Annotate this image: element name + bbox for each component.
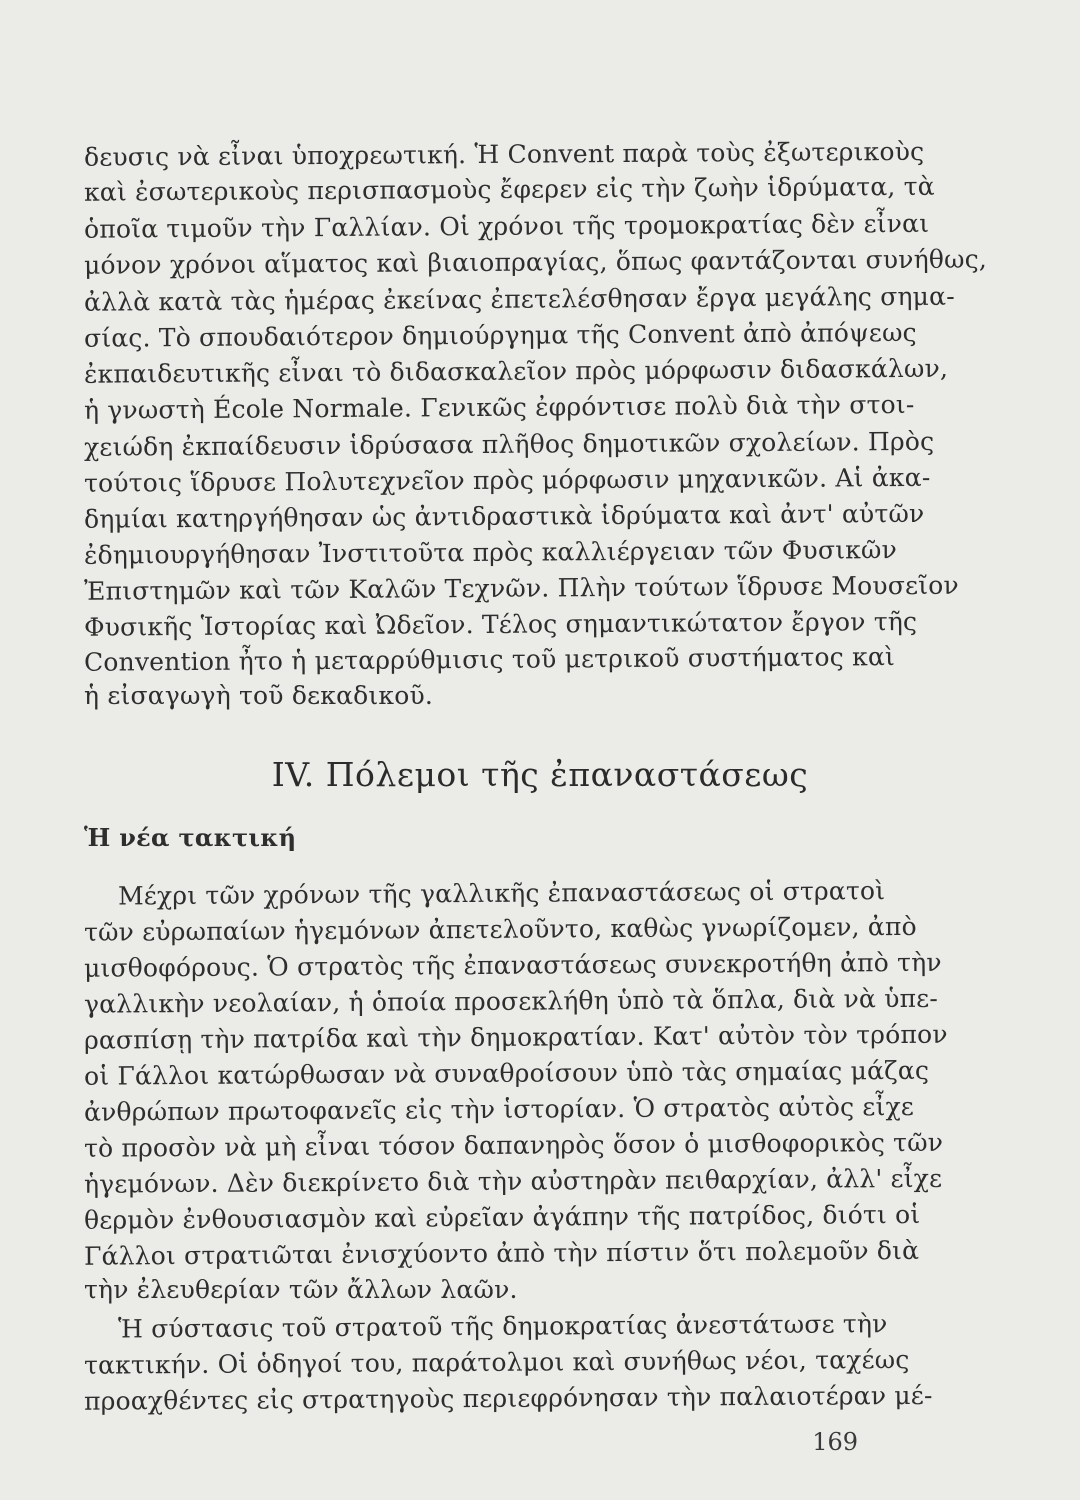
text-line: Φυσικῆς Ἱστορίας καὶ Ὠδεῖον. Τέλος σημαντικώτατον ἔργον τῆς <box>83 606 918 642</box>
text-line: ὁποῖα τιμοῦν τὴν Γαλλίαν. Οἱ χρόνοι τῆς τρομοκρατίας δὲν εἶναι <box>83 208 930 244</box>
text-line: ρασπίσῃ τὴν πατρίδα καὶ τὴν δημοκρατίαν. Κατ' αὐτὸν τὸν τρόπον <box>83 1019 948 1055</box>
text-line: ἡ εἰσαγωγὴ τοῦ δεκαδικοῦ. <box>84 681 434 710</box>
text-line: θερμὸν ἐνθουσιασμὸν καὶ εὐρεῖαν ἀγάπην τῆς πατρίδος, διότι οἱ <box>83 1199 921 1235</box>
text-line: ἡγεμόνων. Δὲν διεκρίνετο διὰ τὴν αὐστηρὰν πειθαρχίαν, ἀλλ' εἶχε <box>83 1163 943 1199</box>
text-line: δημίαι κατηργήθησαν ὡς ἀντιδραστικὰ ἱδρύματα καὶ ἀντ' αὐτῶν <box>83 498 925 534</box>
text-line: τακτικήν. Οἱ ὁδηγοί του, παράτολμοι καὶ συνήθως νέοι, ταχέως <box>83 1344 910 1380</box>
text-line: Convention ἦτο ἡ μεταρρύθμισις τοῦ μετρικοῦ συστήματος καὶ <box>83 642 896 677</box>
text-line: τῶν εὐρωπαίων ἡγεμόνων ἀπετελοῦντο, καθὼς γνωρίζομεν, ἀπὸ <box>83 911 917 947</box>
text-line: Μέχρι τῶν χρόνων τῆς γαλλικῆς ἐπαναστάσεως οἱ στρατοὶ <box>117 876 886 911</box>
text-line: Γάλλοι στρατιῶται ἐνισχύοντο ἀπὸ τὴν πίστιν ὅτι πολεμοῦν διὰ <box>83 1235 920 1271</box>
text-line: καὶ ἐσωτερικοὺς περισπασμοὺς ἔφερεν εἰς τὴν ζωὴν ἱδρύματα, τὰ <box>83 171 935 207</box>
text-line: ἐκπαιδευτικῆς εἶναι τὸ διδασκαλεῖον πρὸς μόρφωσιν διδασκάλων, <box>83 353 949 389</box>
section-title: IV. Πόλεμοι τῆς ἐπαναστάσεως <box>271 755 809 794</box>
text-line: προαχθέντες εἰς στρατηγοὺς περιεφρόνησαν τὴν παλαιοτέραν μέ- <box>83 1380 933 1416</box>
text-line: τούτοις ἵδρυσε Πολυτεχνεῖον πρὸς μόρφωσιν μηχανικῶν. Αἱ ἀκα- <box>83 462 931 498</box>
text-line: δευσις νὰ εἶναι ὑποχρεωτική. Ἡ Convent παρὰ τοὺς ἐξωτερικοὺς <box>83 136 925 172</box>
text-line: ἀλλὰ κατὰ τὰς ἡμέρας ἐκείνας ἐπετελέσθησαν ἔργα μεγάλης σημα- <box>83 281 955 317</box>
text-line: οἱ Γάλλοι κατώρθωσαν νὰ συναθροίσουν ὑπὸ τὰς σημαίας μάζας <box>83 1055 930 1091</box>
text-line: σίας. Τὸ σπουδαιότερον δημιούργημα τῆς Convent ἀπὸ ἀπόψεως <box>83 317 917 353</box>
text-line: Ἡ σύστασις τοῦ στρατοῦ τῆς δημοκρατίας ἀνεστάτωσε τὴν <box>117 1309 888 1344</box>
text-line: ἀνθρώπων πρωτοφανεῖς εἰς τὴν ἱστορίαν. Ὁ στρατὸς αὐτὸς εἶχε <box>83 1091 915 1127</box>
text-line: γαλλικὴν νεολαίαν, ἡ ὁποία προσεκλήθη ὑπὸ τὰ ὅπλα, διὰ νὰ ὑπε- <box>83 983 939 1019</box>
page-number: 169 <box>812 1428 858 1456</box>
text-line: τὸ προσὸν νὰ μὴ εἶναι τόσον δαπανηρὸς ὅσον ὁ μισθοφορικὸς τῶν <box>83 1127 944 1163</box>
text-line: τὴν ἐλευθερίαν τῶν ἄλλων λαῶν. <box>84 1275 518 1304</box>
text-line: μισθοφόρους. Ὁ στρατὸς τῆς ἐπαναστάσεως συνεκροτήθη ἀπὸ τὴν <box>83 947 942 983</box>
text-line: ἐδημιουργήθησαν Ἰνστιτοῦτα πρὸς καλλιέργειαν τῶν Φυσικῶν <box>83 535 898 570</box>
text-line: χειώδη ἐκπαίδευσιν ἱδρύσασα πλῆθος δημοτικῶν σχολείων. Πρὸς <box>83 426 935 462</box>
subheading: Ἡ νέα τακτική <box>84 823 297 852</box>
text-line: Ἐπιστημῶν καὶ τῶν Καλῶν Τεχνῶν. Πλὴν τούτων ἵδρυσε Μουσεῖον <box>83 570 959 606</box>
text-line: ἡ γνωστὴ École Normale. Γενικῶς ἐφρόντισε πολὺ διὰ τὴν στοι- <box>83 389 915 425</box>
text-line: μόνον χρόνοι αἵματος καὶ βιαιοπραγίας, ὅπως φαντάζονται συνήθως, <box>83 244 988 280</box>
